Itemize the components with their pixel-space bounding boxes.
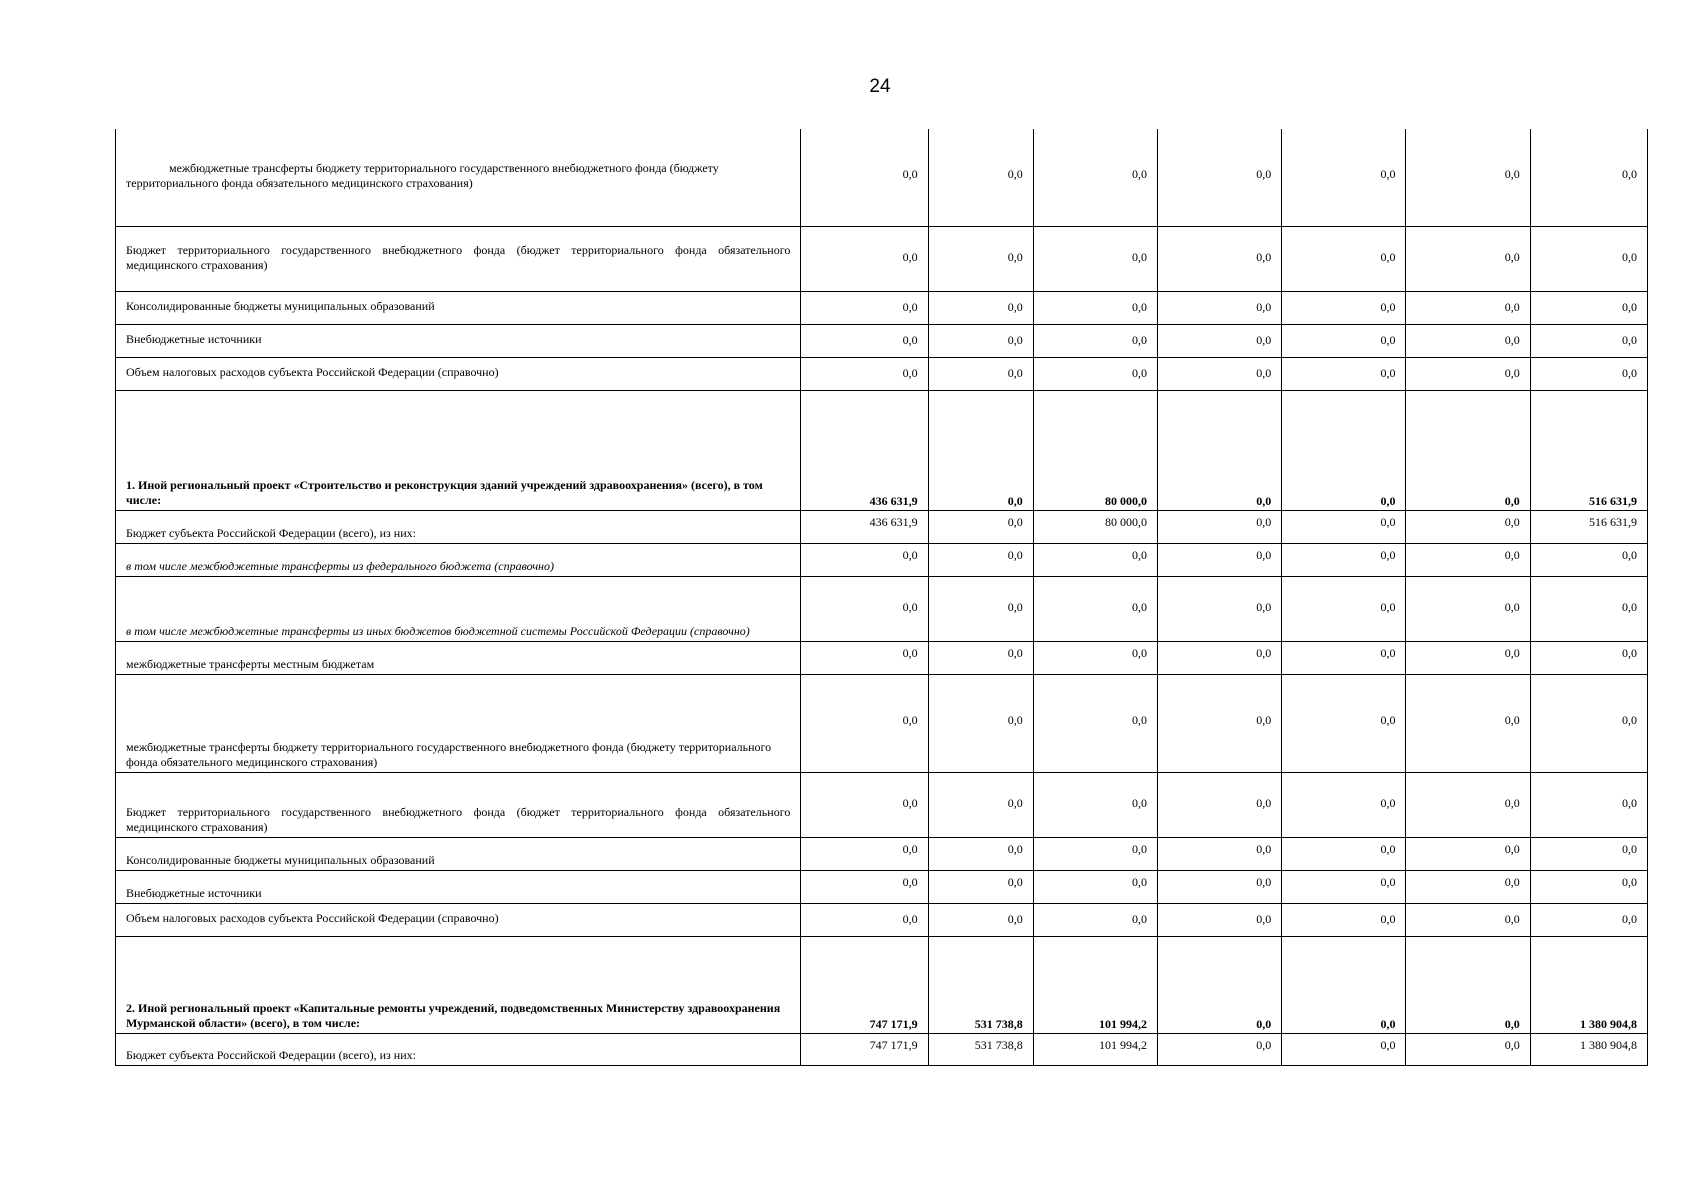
value-cell: 516 631,9 — [1530, 390, 1647, 510]
value-cell: 0,0 — [928, 837, 1033, 870]
value-cell: 0,0 — [1530, 837, 1647, 870]
value-cell: 0,0 — [1158, 357, 1282, 390]
table-row — [116, 576, 1648, 641]
value-cell: 0,0 — [1033, 324, 1157, 357]
value-cell: 0,0 — [928, 674, 1033, 772]
value-cell: 0,0 — [1530, 543, 1647, 576]
value-cell: 0,0 — [1406, 576, 1530, 641]
value-cell: 0,0 — [1406, 1033, 1530, 1065]
table-row — [116, 291, 1648, 324]
value-cell: 0,0 — [1158, 510, 1282, 543]
value-cell: 0,0 — [1033, 226, 1157, 291]
table-row — [116, 772, 1648, 837]
row-label: Бюджет территориального государственного внебюджетного фонда (бюджет территориального фонда обязательного медицинского страхования) — [116, 226, 801, 291]
value-cell: 0,0 — [1033, 543, 1157, 576]
value-cell: 0,0 — [1406, 291, 1530, 324]
table-row — [116, 870, 1648, 903]
value-cell: 0,0 — [801, 324, 928, 357]
table-row — [116, 357, 1648, 390]
value-cell: 0,0 — [1406, 936, 1530, 1033]
value-cell: 0,0 — [1158, 576, 1282, 641]
value-cell: 0,0 — [928, 870, 1033, 903]
row-label: 1. Иной региональный проект «Строительство и реконструкция зданий учреждений здравоохранения» (всего), в том числе: — [116, 390, 801, 510]
value-cell: 0,0 — [1530, 129, 1647, 226]
table-row — [116, 1033, 1648, 1065]
value-cell: 0,0 — [1530, 576, 1647, 641]
value-cell: 80 000,0 — [1033, 510, 1157, 543]
value-cell: 0,0 — [928, 390, 1033, 510]
row-label: Бюджет субъекта Российской Федерации (всего), из них: — [116, 1033, 801, 1065]
value-cell: 0,0 — [1158, 772, 1282, 837]
table-row — [116, 510, 1648, 543]
row-label: межбюджетные трансферты местным бюджетам — [116, 641, 801, 674]
value-cell: 0,0 — [1158, 324, 1282, 357]
table-row — [116, 226, 1648, 291]
row-label: межбюджетные трансферты бюджету территориального государственного внебюджетного фонда (бюджету территориального фонда обязательного медицинского страхования) — [116, 129, 801, 226]
value-cell: 0,0 — [1406, 510, 1530, 543]
value-cell: 747 171,9 — [801, 936, 928, 1033]
value-cell: 0,0 — [801, 576, 928, 641]
value-cell: 0,0 — [801, 641, 928, 674]
row-label: Внебюджетные источники — [116, 870, 801, 903]
table-row — [116, 936, 1648, 1033]
row-label: Консолидированные бюджеты муниципальных образований — [116, 837, 801, 870]
table-row — [116, 641, 1648, 674]
value-cell: 0,0 — [1282, 129, 1406, 226]
value-cell: 0,0 — [1282, 903, 1406, 936]
value-cell: 0,0 — [1033, 837, 1157, 870]
value-cell: 0,0 — [928, 772, 1033, 837]
value-cell: 0,0 — [801, 226, 928, 291]
value-cell: 0,0 — [1282, 390, 1406, 510]
value-cell: 0,0 — [928, 576, 1033, 641]
value-cell: 0,0 — [1406, 772, 1530, 837]
value-cell: 0,0 — [1406, 870, 1530, 903]
value-cell: 0,0 — [928, 357, 1033, 390]
value-cell: 0,0 — [1158, 837, 1282, 870]
value-cell: 0,0 — [1282, 1033, 1406, 1065]
value-cell: 0,0 — [1282, 510, 1406, 543]
value-cell: 0,0 — [1033, 870, 1157, 903]
value-cell: 0,0 — [1282, 837, 1406, 870]
value-cell: 0,0 — [1530, 641, 1647, 674]
value-cell: 0,0 — [1158, 291, 1282, 324]
table-row — [116, 543, 1648, 576]
table-row — [116, 129, 1648, 226]
value-cell: 436 631,9 — [801, 390, 928, 510]
value-cell: 0,0 — [1530, 324, 1647, 357]
value-cell: 0,0 — [801, 357, 928, 390]
row-label: в том числе межбюджетные трансферты из иных бюджетов бюджетной системы Российской Федерации (справочно) — [116, 576, 801, 641]
value-cell: 0,0 — [801, 870, 928, 903]
value-cell: 0,0 — [1158, 543, 1282, 576]
value-cell: 436 631,9 — [801, 510, 928, 543]
value-cell: 0,0 — [1158, 936, 1282, 1033]
value-cell: 0,0 — [1282, 870, 1406, 903]
row-label: Объем налоговых расходов субъекта Российской Федерации (справочно) — [116, 903, 801, 936]
value-cell: 0,0 — [1033, 357, 1157, 390]
value-cell: 0,0 — [801, 674, 928, 772]
value-cell: 0,0 — [928, 641, 1033, 674]
value-cell: 0,0 — [1282, 357, 1406, 390]
value-cell: 0,0 — [1033, 641, 1157, 674]
budget-table — [115, 129, 1648, 1066]
value-cell: 0,0 — [1158, 390, 1282, 510]
value-cell: 0,0 — [1158, 641, 1282, 674]
value-cell: 0,0 — [1282, 641, 1406, 674]
value-cell: 0,0 — [1406, 543, 1530, 576]
value-cell: 0,0 — [1282, 226, 1406, 291]
value-cell: 0,0 — [1406, 226, 1530, 291]
value-cell: 0,0 — [1530, 772, 1647, 837]
value-cell: 0,0 — [801, 837, 928, 870]
value-cell: 0,0 — [1158, 870, 1282, 903]
row-label: 2. Иной региональный проект «Капитальные ремонты учреждений, подведомственных Министерству здравоохранения Мурманской области» (всего), в том числе: — [116, 936, 801, 1033]
value-cell: 0,0 — [1406, 837, 1530, 870]
value-cell: 0,0 — [1406, 324, 1530, 357]
value-cell: 0,0 — [1406, 357, 1530, 390]
row-label: Бюджет субъекта Российской Федерации (всего), из них: — [116, 510, 801, 543]
value-cell: 531 738,8 — [928, 936, 1033, 1033]
value-cell: 0,0 — [1530, 870, 1647, 903]
value-cell: 0,0 — [1282, 936, 1406, 1033]
value-cell: 101 994,2 — [1033, 936, 1157, 1033]
value-cell: 0,0 — [1158, 129, 1282, 226]
value-cell: 0,0 — [1282, 291, 1406, 324]
row-label: Внебюджетные источники — [116, 324, 801, 357]
value-cell: 0,0 — [1033, 903, 1157, 936]
value-cell: 0,0 — [1158, 1033, 1282, 1065]
value-cell: 0,0 — [1158, 674, 1282, 772]
value-cell: 0,0 — [801, 291, 928, 324]
value-cell: 0,0 — [1282, 674, 1406, 772]
value-cell: 0,0 — [1530, 357, 1647, 390]
table-row — [116, 390, 1648, 510]
value-cell: 0,0 — [801, 772, 928, 837]
value-cell: 0,0 — [928, 129, 1033, 226]
value-cell: 101 994,2 — [1033, 1033, 1157, 1065]
table-row — [116, 903, 1648, 936]
value-cell: 0,0 — [801, 543, 928, 576]
value-cell: 0,0 — [928, 510, 1033, 543]
value-cell: 0,0 — [801, 129, 928, 226]
value-cell: 0,0 — [1530, 674, 1647, 772]
value-cell: 0,0 — [1282, 324, 1406, 357]
value-cell: 0,0 — [1033, 772, 1157, 837]
table-row — [116, 837, 1648, 870]
value-cell: 0,0 — [928, 324, 1033, 357]
value-cell: 0,0 — [1158, 226, 1282, 291]
value-cell: 0,0 — [1282, 576, 1406, 641]
value-cell: 0,0 — [1406, 903, 1530, 936]
value-cell: 0,0 — [1530, 903, 1647, 936]
value-cell: 0,0 — [1530, 291, 1647, 324]
value-cell: 0,0 — [928, 291, 1033, 324]
value-cell: 0,0 — [1033, 576, 1157, 641]
row-label: Бюджет территориального государственного внебюджетного фонда (бюджет территориального фонда обязательного медицинского страхования) — [116, 772, 801, 837]
value-cell: 0,0 — [1406, 390, 1530, 510]
page-number: 24 — [869, 76, 891, 97]
value-cell: 0,0 — [1033, 674, 1157, 772]
value-cell: 0,0 — [1158, 903, 1282, 936]
value-cell: 0,0 — [1406, 641, 1530, 674]
value-cell: 0,0 — [1282, 543, 1406, 576]
value-cell: 0,0 — [1033, 129, 1157, 226]
value-cell: 0,0 — [1406, 129, 1530, 226]
row-label: Объем налоговых расходов субъекта Российской Федерации (справочно) — [116, 357, 801, 390]
value-cell: 0,0 — [928, 226, 1033, 291]
row-label: межбюджетные трансферты бюджету территориального государственного внебюджетного фонда (бюджету территориального фонда обязательного медицинского страхования) — [116, 674, 801, 772]
table-row — [116, 674, 1648, 772]
value-cell: 0,0 — [1282, 772, 1406, 837]
value-cell: 747 171,9 — [801, 1033, 928, 1065]
value-cell: 0,0 — [801, 903, 928, 936]
row-label: Консолидированные бюджеты муниципальных образований — [116, 291, 801, 324]
value-cell: 0,0 — [1406, 674, 1530, 772]
row-label: в том числе межбюджетные трансферты из федерального бюджета (справочно) — [116, 543, 801, 576]
value-cell: 0,0 — [928, 903, 1033, 936]
value-cell: 1 380 904,8 — [1530, 936, 1647, 1033]
value-cell: 531 738,8 — [928, 1033, 1033, 1065]
value-cell: 1 380 904,8 — [1530, 1033, 1647, 1065]
value-cell: 0,0 — [1033, 291, 1157, 324]
table-row — [116, 324, 1648, 357]
value-cell: 0,0 — [1530, 226, 1647, 291]
value-cell: 0,0 — [928, 543, 1033, 576]
value-cell: 516 631,9 — [1530, 510, 1647, 543]
value-cell: 80 000,0 — [1033, 390, 1157, 510]
